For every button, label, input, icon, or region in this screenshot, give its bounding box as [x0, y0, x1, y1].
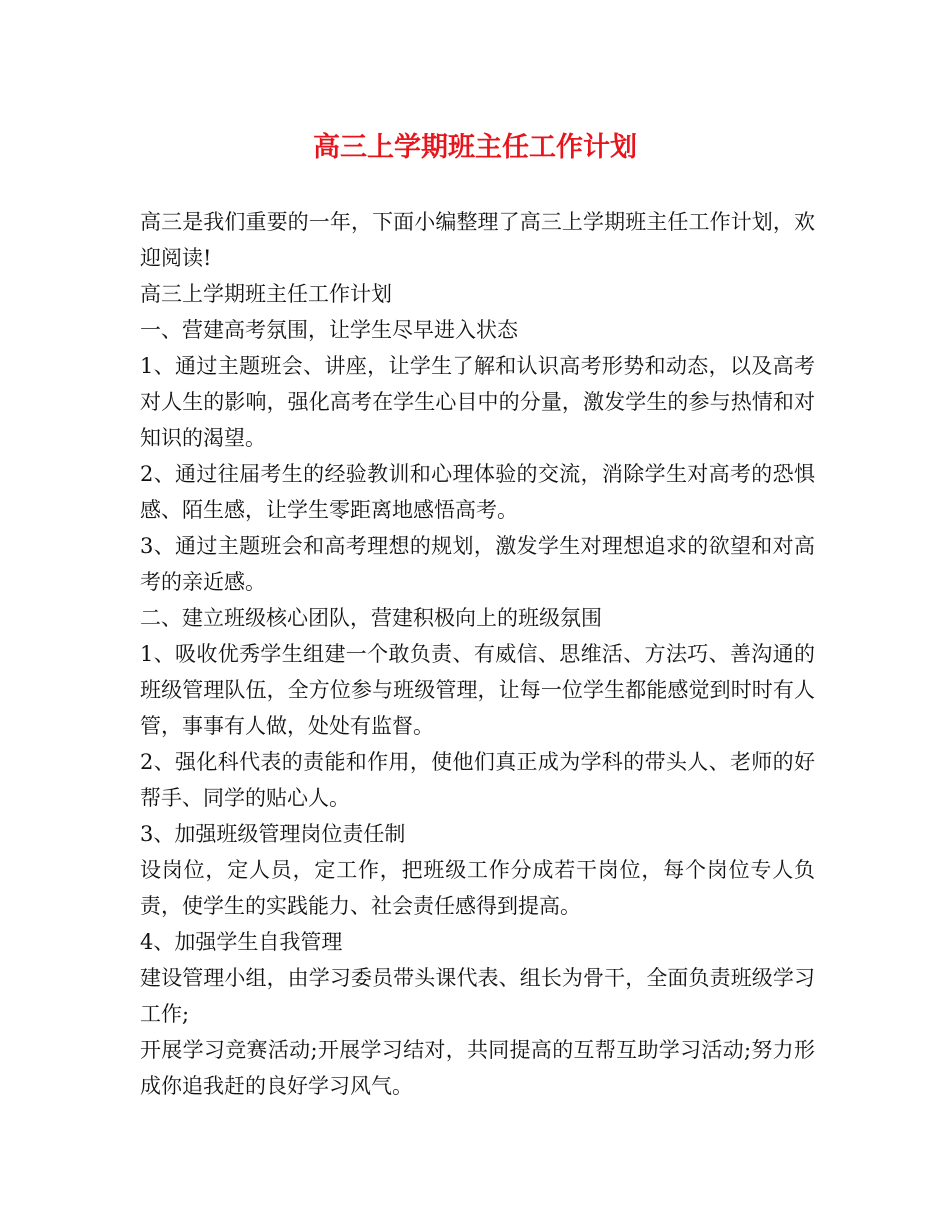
paragraph-2-4-detail-1: 建设管理小组，由学习委员带头课代表、组长为骨干，全面负责班级学习工作;: [140, 966, 815, 1026]
paragraph-2-3: 3、加强班级管理岗位责任制: [140, 822, 406, 846]
paragraph-2-1: 1、吸收优秀学生组建一个敢负责、有威信、思维活、方法巧、善沟通的班级管理队伍，全方位参与班级管理，让每一位学生都能感觉到时时有人管，事事有人做，处处有监督。: [140, 642, 815, 738]
section-heading-2: 二、建立班级核心团队，营建积极向上的班级氛围: [140, 606, 602, 630]
document-title: 高三上学期班主任工作计划: [313, 132, 637, 163]
paragraph-2-4: 4、加强学生自我管理: [140, 930, 343, 954]
paragraph-2-3-detail: 设岗位，定人员，定工作，把班级工作分成若干岗位，每个岗位专人负责，使学生的实践能力、社会责任感得到提高。: [140, 858, 815, 918]
paragraph-1-3: 3、通过主题班会和高考理想的规划，激发学生对理想追求的欲望和对高考的亲近感。: [140, 534, 815, 594]
paragraph-1-2: 2、通过往届考生的经验教训和心理体验的交流，消除学生对高考的恐惧感、陌生感，让学生零距离地感悟高考。: [140, 462, 815, 522]
document-body: [140, 204, 815, 1104]
paragraph-2-4-detail-2: 开展学习竞赛活动;开展学习结对，共同提高的互帮互助学习活动;努力形成你追我赶的良好学习风气。: [140, 1038, 815, 1098]
paragraph-1-1: 1、通过主题班会、讲座，让学生了解和认识高考形势和动态，以及高考对人生的影响，强化高考在学生心目中的分量，激发学生的参与热情和对知识的渴望。: [140, 354, 815, 450]
paragraph-subtitle: 高三上学期班主任工作计划: [140, 282, 392, 306]
paragraph-intro: 高三是我们重要的一年，下面小编整理了高三上学期班主任工作计划，欢迎阅读!: [140, 210, 815, 270]
paragraph-2-2: 2、强化科代表的责能和作用，使他们真正成为学科的带头人、老师的好帮手、同学的贴心人。: [140, 750, 815, 810]
section-heading-1: 一、营建高考氛围，让学生尽早进入状态: [140, 318, 518, 342]
